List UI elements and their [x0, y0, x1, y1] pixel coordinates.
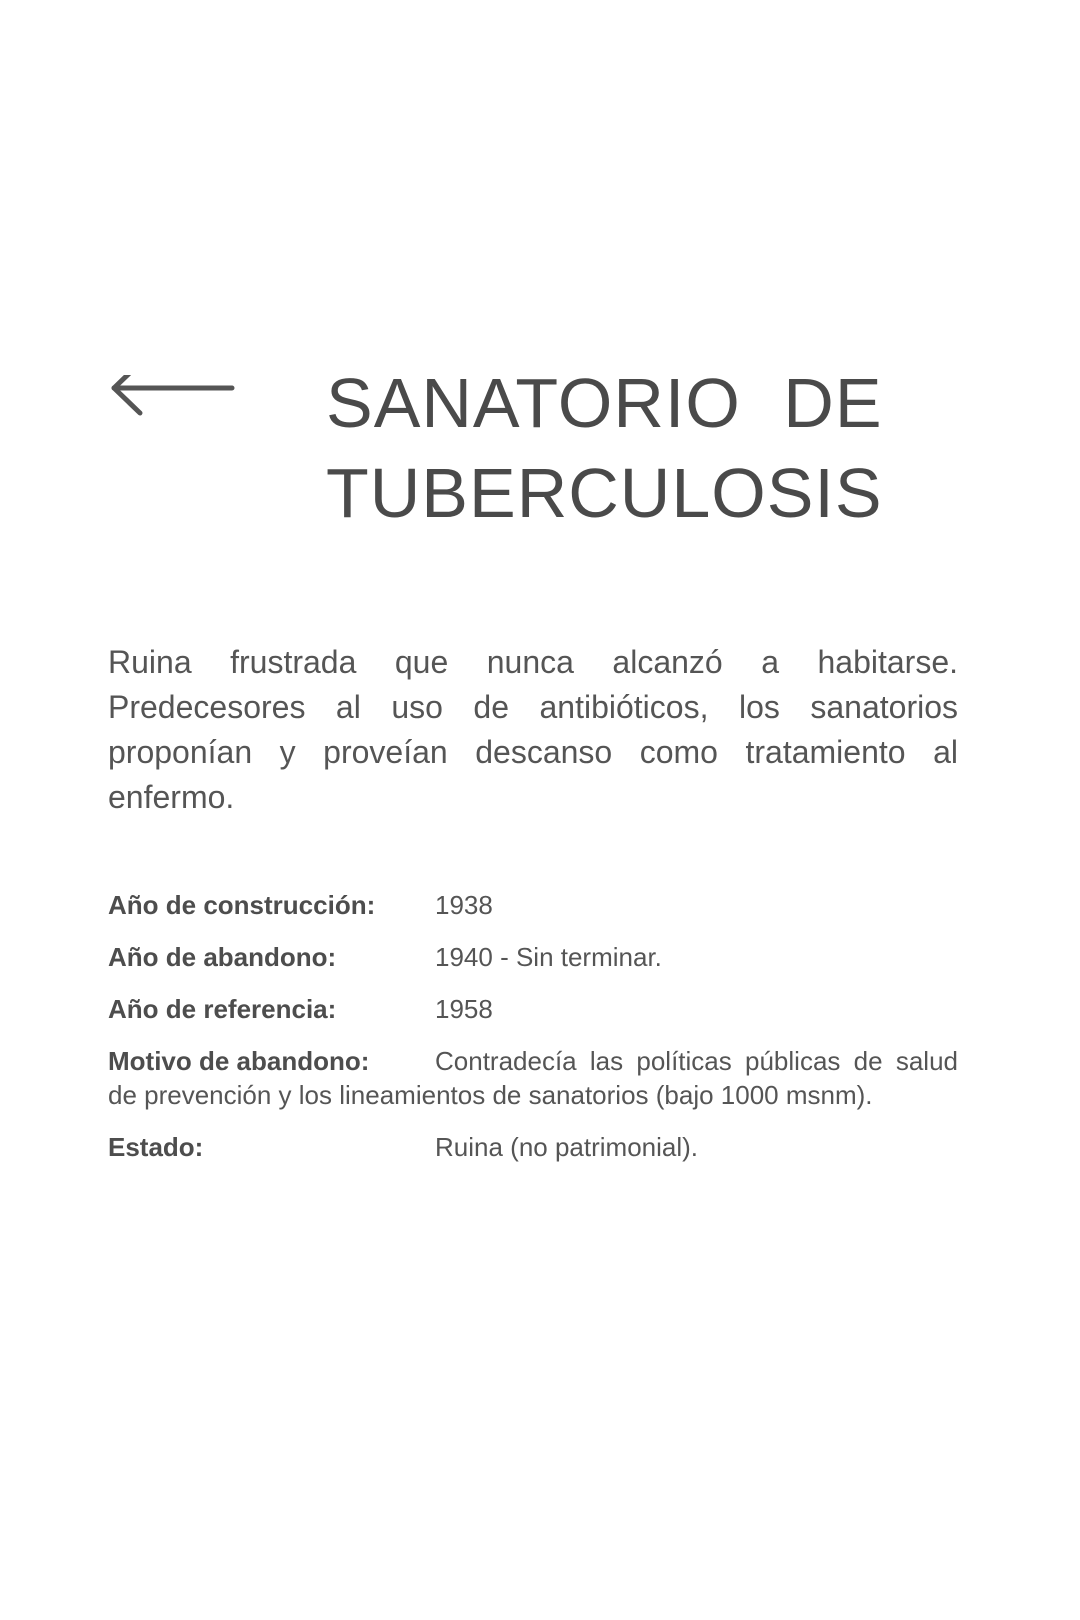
intro-paragraph: Ruina frustrada que nunca alcanzó a habitarse. Predecesores al uso de antibióticos, los sanatorios proponían y proveían descanso como tratamiento al enfermo. [108, 644, 958, 815]
fact-label: Motivo de abandono: [108, 1046, 370, 1076]
fact-label: Año de abandono: [108, 942, 337, 972]
fact-status [108, 1130, 958, 1182]
title-line-1: SANATORIO DE [326, 364, 883, 442]
facts-list [108, 888, 958, 1182]
fact-value: Ruina (no patrimonial). [435, 1132, 699, 1162]
fact-label: Año de referencia: [108, 994, 337, 1024]
page-title [326, 358, 883, 538]
left-arrow-icon[interactable] [108, 375, 240, 427]
fact-construction-year [108, 888, 958, 940]
fact-abandon-year [108, 940, 958, 992]
fact-reference-year [108, 992, 958, 1044]
fact-abandon-reason [108, 1044, 958, 1130]
fact-value: Contradecía las políticas públicas de salud de prevención y los lineamientos de sanatorios (bajo 1000 msnm). [108, 1046, 958, 1110]
fact-value: 1940 - Sin terminar. [435, 942, 662, 972]
title-line-2: TUBERCULOSIS [326, 454, 883, 532]
fact-value: 1958 [435, 994, 493, 1024]
fact-label: Año de construcción: [108, 890, 376, 920]
fact-label: Estado: [108, 1132, 204, 1162]
fact-value: 1938 [435, 890, 493, 920]
